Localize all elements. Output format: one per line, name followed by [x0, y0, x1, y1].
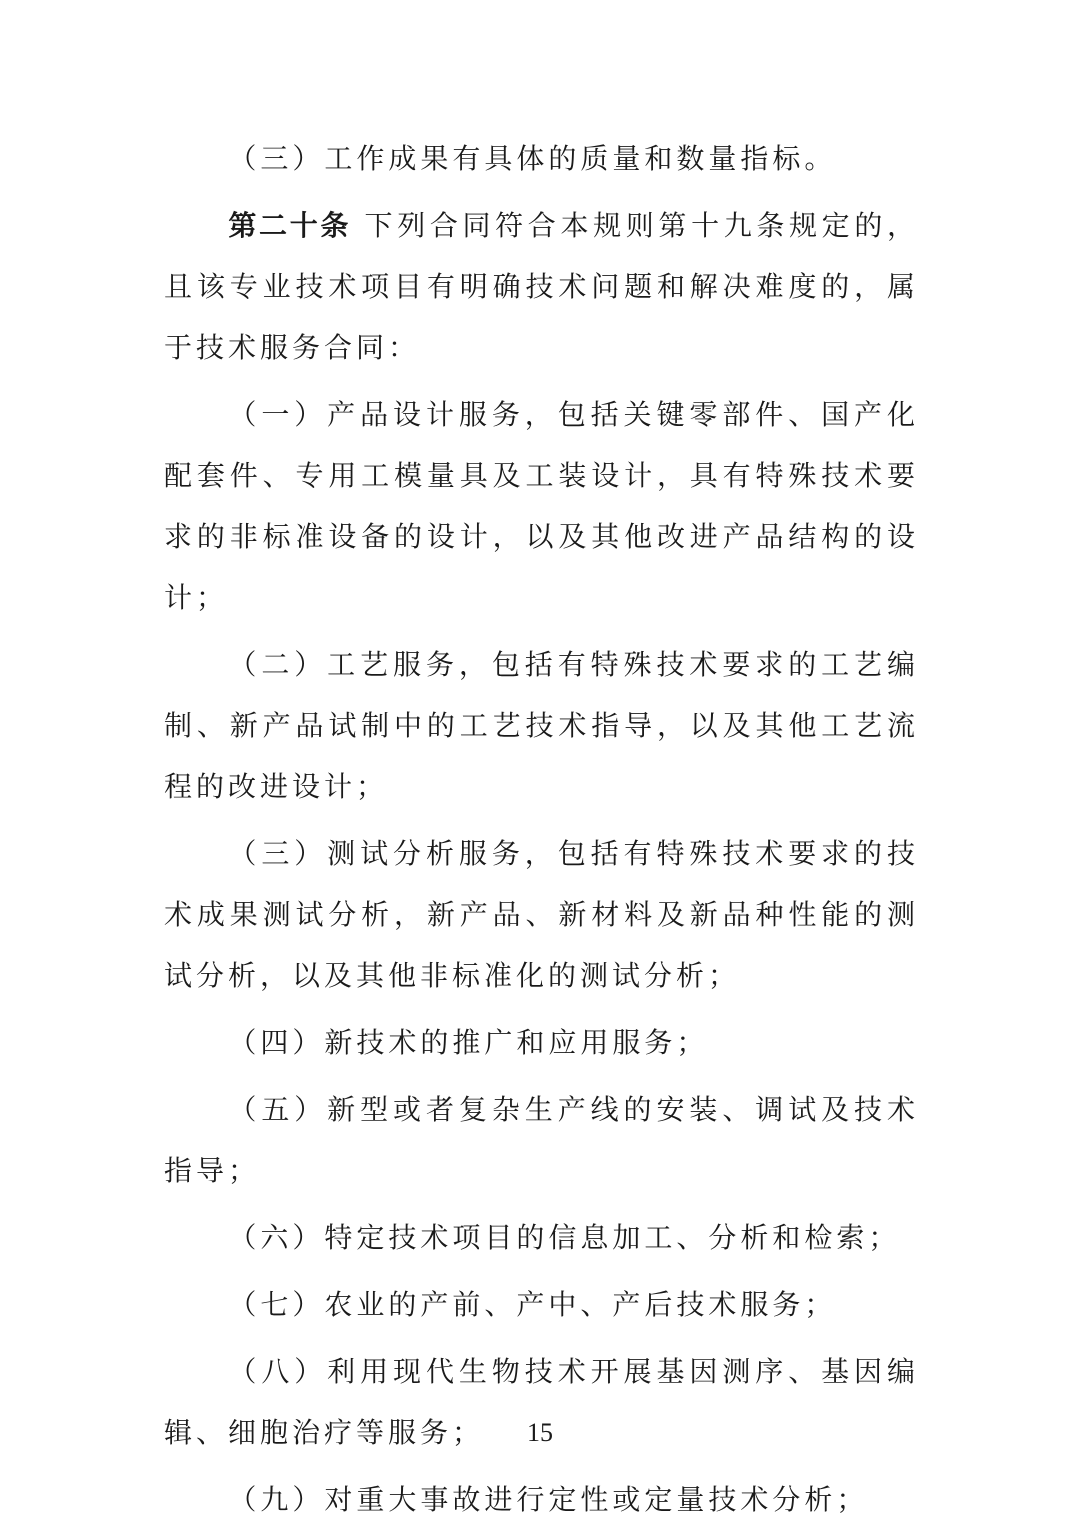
paragraph-text: （四）新技术的推广和应用服务； — [228, 1026, 709, 1059]
paragraph-text: （六）特定技术项目的信息加工、分析和检索； — [228, 1221, 901, 1254]
paragraph-item-3-quality — [164, 128, 919, 189]
paragraph-text: （二）工艺服务，包括有特殊技术要求的工艺编制、新产品试制中的工艺技术指导，以及其他工艺流程的改进设计； — [164, 648, 919, 803]
list-item-5-installation — [164, 1079, 919, 1201]
list-item-1-product-design — [164, 384, 919, 628]
paragraph-text: （八）利用现代生物技术开展基因测序、基因编辑、细胞治疗等服务； — [164, 1355, 919, 1449]
article-heading: 第二十条 — [228, 209, 351, 242]
list-item-6-information — [164, 1207, 919, 1268]
paragraph-text: （七）农业的产前、产中、产后技术服务； — [228, 1288, 837, 1321]
article-20-paragraph — [164, 195, 919, 378]
list-item-9-accident-analysis — [164, 1469, 919, 1530]
paragraph-text: （九）对重大事故进行定性或定量技术分析； — [228, 1483, 869, 1516]
paragraph-text: 下列合同符合本规则第十九条规定的，且该专业技术项目有明确技术问题和解决难度的，属于技术服务合同： — [164, 209, 919, 364]
list-item-2-process — [164, 634, 919, 817]
paragraph-text: （三）工作成果有具体的质量和数量指标。 — [228, 142, 837, 175]
document-body — [164, 128, 919, 1536]
paragraph-text: （一）产品设计服务，包括关键零部件、国产化配套件、专用工模量具及工装设计，具有特殊技术要求的非标准设备的设计，以及其他改进产品结构的设计； — [164, 398, 919, 614]
page-number: 15 — [527, 1418, 553, 1447]
list-item-3-testing — [164, 823, 919, 1006]
paragraph-text: （三）测试分析服务，包括有特殊技术要求的技术成果测试分析，新产品、新材料及新品种性能的测试分析，以及其他非标准化的测试分析； — [164, 837, 919, 992]
list-item-4-promotion — [164, 1012, 919, 1073]
paragraph-text: （五）新型或者复杂生产线的安装、调试及技术指导； — [164, 1093, 919, 1187]
list-item-7-agriculture — [164, 1274, 919, 1335]
